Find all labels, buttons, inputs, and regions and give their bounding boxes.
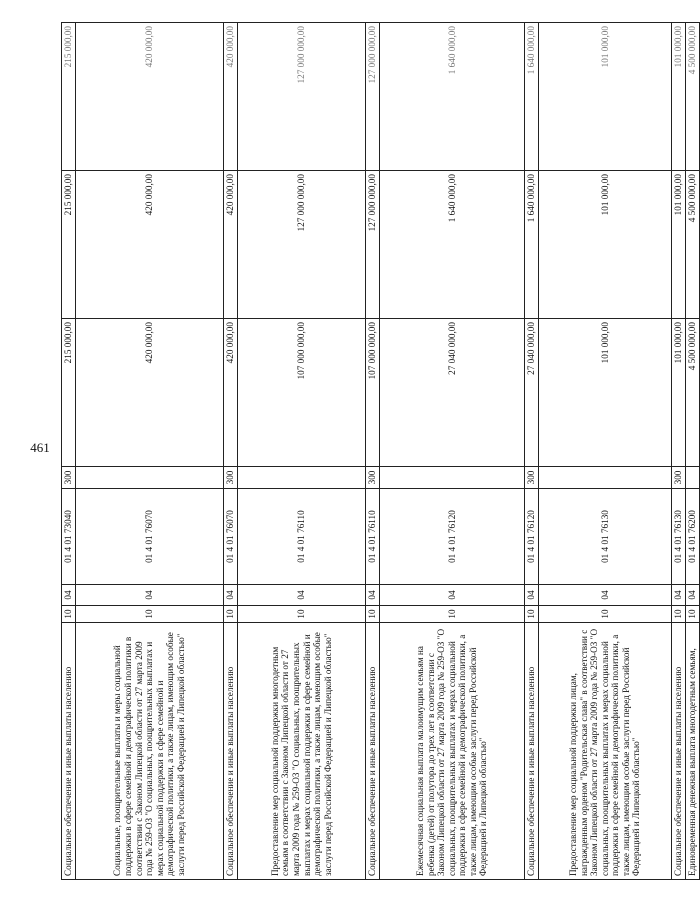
- table-row: [525, 23, 539, 880]
- cell-amount-1: 4 500 000,00: [686, 319, 700, 467]
- cell-section: 10: [224, 606, 238, 623]
- cell-amount-1: 107 000 000,00: [366, 319, 380, 467]
- cell-expense-type: [76, 467, 224, 489]
- cell-subsection: 04: [62, 585, 76, 606]
- cell-target-article: 01 4 01 76130: [672, 489, 686, 585]
- cell-amount-2: 101 000,00: [539, 171, 672, 319]
- cell-subsection: 04: [238, 585, 366, 606]
- cell-amount-2: 127 000 000,00: [238, 171, 366, 319]
- cell-amount-1: 420 000,00: [224, 319, 238, 467]
- cell-subsection: 04: [686, 585, 700, 606]
- cell-amount-3: 127 000 000,00: [366, 23, 380, 171]
- cell-expense-type: 300: [525, 467, 539, 489]
- cell-subsection: 04: [525, 585, 539, 606]
- cell-amount-3: 215 000,00: [62, 23, 76, 171]
- cell-target-article: 01 4 01 76120: [380, 489, 525, 585]
- cell-target-article: 01 4 01 76110: [238, 489, 366, 585]
- cell-amount-3: 101 000,00: [672, 23, 686, 171]
- cell-name: Социальное обеспечение и иные выплаты населению: [224, 623, 238, 880]
- cell-section: 10: [238, 606, 366, 623]
- cell-section: 10: [672, 606, 686, 623]
- cell-amount-1: 101 000,00: [539, 319, 672, 467]
- cell-name: Ежемесячная социальная выплата малоимущим семьям на ребенка (детей) от полутора до трех лет в соответствии с Законом Липецкой области от 27 марта 2009 года № 259-ОЗ "О социальных, поощрительных выплатах и мерах социальной поддержки в сфере семейной и демографической политики, а также лицам, имеющим особые заслуги перед Российской Федерацией и Липецкой областью": [380, 623, 525, 880]
- table-row: [238, 23, 366, 880]
- cell-expense-type: 300: [672, 467, 686, 489]
- cell-amount-3: 420 000,00: [76, 23, 224, 171]
- cell-amount-2: 101 000,00: [672, 171, 686, 319]
- cell-name: Социальное обеспечение и иные выплаты населению: [366, 623, 380, 880]
- cell-section: 10: [366, 606, 380, 623]
- cell-section: 10: [62, 606, 76, 623]
- cell-amount-3: 1 640 000,00: [380, 23, 525, 171]
- page-number: 461: [30, 440, 50, 455]
- cell-name: Социальное обеспечение и иные выплаты населению: [62, 623, 76, 880]
- cell-amount-2: 1 640 000,00: [380, 171, 525, 319]
- cell-amount-2: 127 000 000,00: [366, 171, 380, 319]
- cell-expense-type: [238, 467, 366, 489]
- cell-section: 10: [76, 606, 224, 623]
- cell-section: 10: [686, 606, 700, 623]
- cell-amount-3: 101 000,00: [539, 23, 672, 171]
- budget-table-body: [62, 23, 700, 880]
- cell-name: Социальное обеспечение и иные выплаты населению: [672, 623, 686, 880]
- cell-amount-2: 420 000,00: [224, 171, 238, 319]
- cell-target-article: 01 4 01 73040: [62, 489, 76, 585]
- cell-amount-2: 1 640 000,00: [525, 171, 539, 319]
- cell-name: Единовременная денежная выплата многодетным семьям,: [686, 623, 700, 880]
- cell-section: 10: [380, 606, 525, 623]
- cell-amount-3: 127 000 000,00: [238, 23, 366, 171]
- cell-subsection: 04: [672, 585, 686, 606]
- cell-amount-1: 107 000 000,00: [238, 319, 366, 467]
- table-row: [224, 23, 238, 880]
- cell-expense-type: [686, 467, 700, 489]
- cell-amount-2: 215 000,00: [62, 171, 76, 319]
- cell-subsection: 04: [224, 585, 238, 606]
- cell-amount-1: 27 040 000,00: [380, 319, 525, 467]
- table-row: [76, 23, 224, 880]
- cell-amount-3: 420 000,00: [224, 23, 238, 171]
- cell-subsection: 04: [76, 585, 224, 606]
- cell-amount-3: 4 500 000,00: [686, 23, 700, 171]
- table-row: [672, 23, 686, 880]
- cell-amount-3: 1 640 000,00: [525, 23, 539, 171]
- table-row: [366, 23, 380, 880]
- cell-amount-1: 420 000,00: [76, 319, 224, 467]
- table-row: [539, 23, 672, 880]
- cell-name: Социальное обеспечение и иные выплаты населению: [525, 623, 539, 880]
- cell-name: Предоставление мер социальной поддержки многодетным семьям в соответствии с Законом Липецкой области от 27 марта 2009 года № 259-ОЗ "О социальных, поощрительных выплатах и мерах социальной поддержки в сфере семейной и демографической политики, а также лицам, имеющим особые заслуги перед Российской Федерацией и Липецкой областью": [238, 623, 366, 880]
- cell-expense-type: [380, 467, 525, 489]
- cell-expense-type: [539, 467, 672, 489]
- cell-expense-type: 300: [62, 467, 76, 489]
- cell-name: Социальные, поощрительные выплаты и меры социальной поддержки в сфере семейной и демографической политики в соответствии с Законом Липецкой области от 27 марта 2009 года № 259-ОЗ "О социальных, поощрительных выплатах и мерах социальной поддержки в сфере семейной и демографической политики, а также лицам, имеющим особые заслуги перед Российской Федерацией и Липецкой областью": [76, 623, 224, 880]
- table-row: [380, 23, 525, 880]
- cell-section: 10: [525, 606, 539, 623]
- budget-table: [61, 22, 700, 880]
- table-row: [686, 23, 700, 880]
- cell-subsection: 04: [380, 585, 525, 606]
- cell-section: 10: [539, 606, 672, 623]
- cell-target-article: 01 4 01 76130: [539, 489, 672, 585]
- table-row: [62, 23, 76, 880]
- cell-target-article: 01 4 01 76120: [525, 489, 539, 585]
- cell-target-article: 01 4 01 76110: [366, 489, 380, 585]
- cell-name: Предоставление мер социальной поддержки лицам, награжденным орденом "Родительская слава" в соответствии с Законом Липецкой области от 27 марта 2009 года № 259-ОЗ "О социальных, поощрительных выплатах и мерах социальной поддержки в сфере семейной и демографической политики, а также лицам, имеющим особые заслуги перед Российской Федерацией и Липецкой областью": [539, 623, 672, 880]
- cell-target-article: 01 4 01 76070: [224, 489, 238, 585]
- cell-subsection: 04: [366, 585, 380, 606]
- cell-target-article: 01 4 01 76070: [76, 489, 224, 585]
- cell-amount-1: 215 000,00: [62, 319, 76, 467]
- cell-expense-type: 300: [366, 467, 380, 489]
- cell-amount-1: 101 000,00: [672, 319, 686, 467]
- rotated-page-content: [61, 23, 698, 880]
- cell-expense-type: 300: [224, 467, 238, 489]
- cell-subsection: 04: [539, 585, 672, 606]
- cell-amount-2: 420 000,00: [76, 171, 224, 319]
- cell-amount-2: 4 500 000,00: [686, 171, 700, 319]
- cell-target-article: 01 4 01 76200: [686, 489, 700, 585]
- cell-amount-1: 27 040 000,00: [525, 319, 539, 467]
